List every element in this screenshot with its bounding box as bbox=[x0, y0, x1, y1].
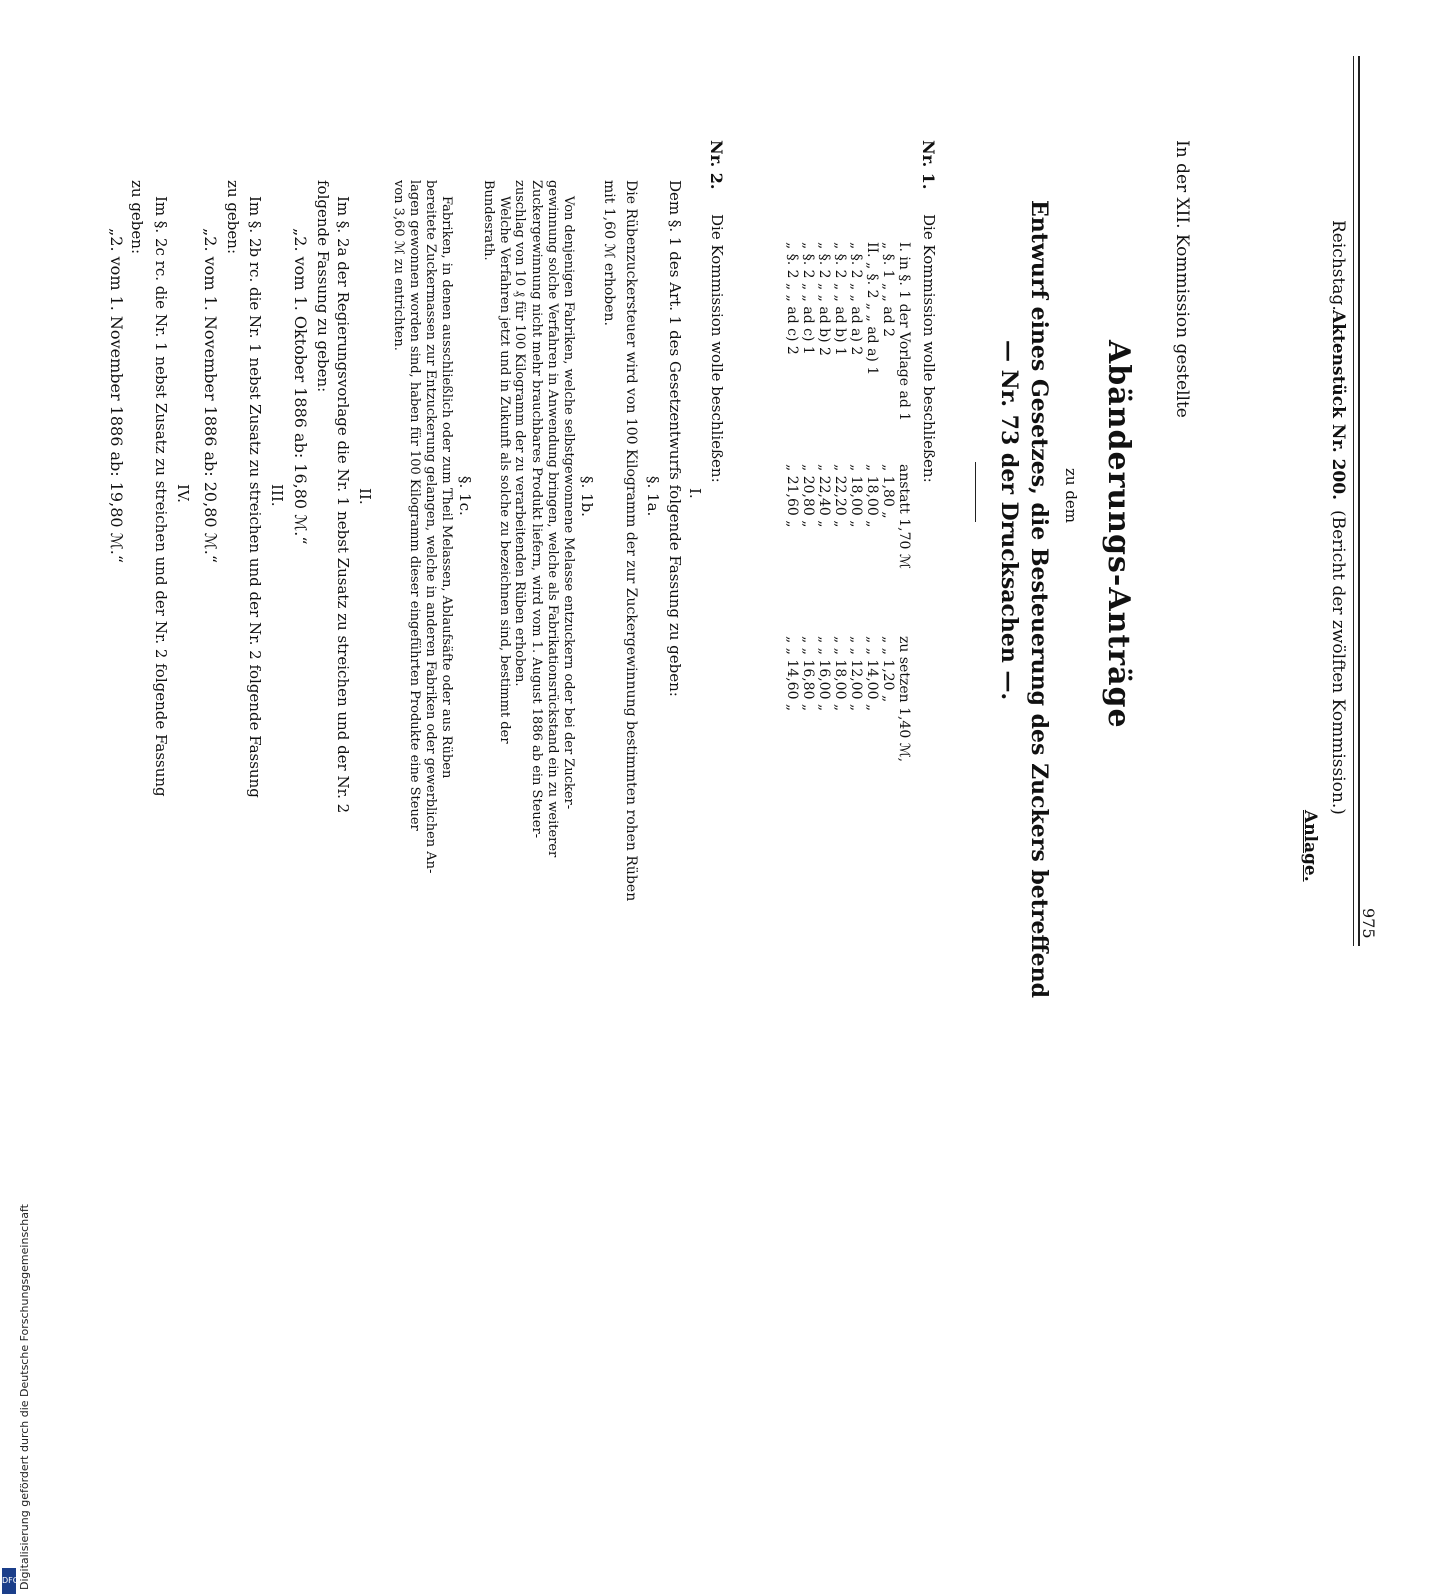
intro-line: In der XII. Kommission gestellte bbox=[1172, 140, 1192, 418]
table-row bbox=[880, 236, 896, 768]
s1a-text: Die Rübenzuckersteuer wird von 100 Kilogramm der zur Zuckergewinnung bestimmten rohen Rüben mit 1,60 ℳ erhoben. bbox=[601, 180, 639, 902]
row-col2: anstatt 1,70 ℳ bbox=[896, 464, 912, 569]
row-col1: „ §. 1 „ „ ad 2 bbox=[880, 242, 896, 338]
s1b-line-3: Zuckergewinnung nicht mehr brauchbares Produkt liefern, wird vom 1. August 1886 ab ein Steuer- bbox=[529, 180, 544, 839]
nr2-text: Die Kommission wolle beschließen: bbox=[708, 214, 726, 483]
header-left: Reichstag. bbox=[1328, 220, 1348, 311]
row-col2: „ 1,80 „ bbox=[880, 464, 896, 519]
funding-note: Digitalisierung gefördert durch die Deutsche Forschungsgemeinschaft bbox=[18, 1204, 31, 1590]
part-IV-heading: IV. bbox=[174, 484, 192, 503]
s1b-line-4: zuschlag von 10 ₰ für 100 Kilogramm der zu verarbeitenden Rüben erhoben. bbox=[512, 180, 527, 687]
subtitle-2: — Nr. 73 der Drucksachen —. bbox=[996, 340, 1022, 701]
part-III-line-2: zu geben: bbox=[224, 180, 242, 255]
s1b-line-2: gewinnung solche Verfahren in Anwendung bringen, welche als Fabrikationsrückstand ein zu weiterer bbox=[545, 180, 560, 858]
document-title: Abänderungs-Anträge bbox=[1101, 340, 1136, 729]
row-col2: „ 21,60 „ bbox=[784, 464, 800, 528]
table-row bbox=[784, 236, 800, 768]
header-center-sub: (Bericht der zwölften Kommission.) bbox=[1328, 510, 1348, 815]
part-III-heading: III. bbox=[268, 484, 286, 507]
row-col2: „ 18,00 „ bbox=[848, 464, 864, 528]
zu-dem: zu dem bbox=[1062, 468, 1080, 524]
anlage-label: Anlage. bbox=[1300, 810, 1320, 882]
table-row bbox=[848, 236, 864, 768]
table-row bbox=[896, 236, 912, 768]
page-number: 975 bbox=[1359, 908, 1378, 939]
s1c-line-3: lagen gewonnen worden sind, haben für 100 Kilogramm dieser eingeführten Produkte eine Steuer bbox=[407, 180, 422, 831]
part-II-heading: II. bbox=[356, 488, 374, 505]
row-col1: I. in §. 1 der Vorlage ad 1 bbox=[896, 242, 912, 422]
header-rule-bottom bbox=[1353, 56, 1354, 946]
s1c-line-2: bereitete Zuckermassen zur Entzuckerung gelangen, welche in anderen Fabriken oder gewerblichen An- bbox=[423, 180, 438, 874]
row-col3: „ „ 14,60 „ bbox=[784, 636, 800, 712]
table-row bbox=[816, 236, 832, 768]
s1a-heading: §. 1a. bbox=[644, 476, 662, 517]
row-col2: „ 22,40 „ bbox=[816, 464, 832, 528]
header-rule-top bbox=[1358, 56, 1360, 946]
row-col1: „ §. 2 „ „ ad b) 2 bbox=[816, 242, 832, 356]
s1c-heading: §. 1c. bbox=[456, 476, 474, 516]
row-col1: „ §. 2 „ „ ad c) 1 bbox=[800, 242, 816, 355]
row-col3: „ „ 1,20 „ bbox=[880, 636, 896, 703]
part-II-line-1: Im §. 2a der Regierungsvorlage die Nr. 1 nebst Zusatz zu streichen und der Nr. 2 bbox=[334, 196, 352, 814]
row-col3: zu setzen 1,40 ℳ, bbox=[896, 636, 912, 763]
s1c-line-4: von 3,60 ℳ zu entrichten. bbox=[391, 180, 406, 351]
row-col3: „ „ 12,00 „ bbox=[848, 636, 864, 712]
s1b-heading: §. 1b. bbox=[578, 476, 596, 517]
s1b-line-6: Bundesrath. bbox=[481, 180, 496, 261]
nr1-label: Nr. 1. bbox=[919, 140, 938, 190]
part-IV-line-1: Im §. 2c rc. die Nr. 1 nebst Zusatz zu streichen und der Nr. 2 folgende Fassung bbox=[152, 196, 170, 797]
part-III-quote: „2. vom 1. November 1886 ab: 20,80 ℳ.“ bbox=[201, 228, 220, 564]
nr1-rate-table bbox=[784, 236, 912, 768]
row-col3: „ „ 16,80 „ bbox=[800, 636, 816, 712]
table-row bbox=[864, 236, 880, 768]
part-I-heading: I. bbox=[686, 488, 704, 499]
s1c-line-1: Fabriken, in denen ausschließlich oder zum Theil Melassen, Ablaufsäfte oder aus Rüben bbox=[439, 196, 454, 779]
row-col1: „ §. 2 „ „ ad c) 2 bbox=[784, 242, 800, 355]
row-col2: „ 22,20 „ bbox=[832, 464, 848, 528]
table-row bbox=[800, 236, 816, 768]
subtitle-1: Entwurf eines Gesetzes, die Besteuerung des Zuckers betreffend bbox=[1026, 200, 1052, 998]
row-col3: „ „ 18,00 „ bbox=[832, 636, 848, 712]
part-III-line-1: Im §. 2b rc. die Nr. 1 nebst Zusatz zu streichen und der Nr. 2 folgende Fassung bbox=[246, 196, 264, 798]
nr1-table bbox=[784, 236, 912, 768]
row-col3: „ „ 14,00 „ bbox=[864, 636, 880, 712]
nr2-label: Nr. 2. bbox=[707, 140, 726, 190]
row-col3: „ „ 16,00 „ bbox=[816, 636, 832, 712]
title-divider bbox=[975, 462, 976, 522]
row-col1: II. „ §. 2 „ „ ad a) 1 bbox=[864, 242, 880, 376]
s1b-line-5: Welche Verfahren jetzt und in Zukunft als solche zu bezeichnen sind, bestimmt der bbox=[497, 196, 512, 744]
part-II-line-2: folgende Fassung zu geben: bbox=[314, 180, 332, 393]
row-col2: „ 18,00 „ bbox=[864, 464, 880, 528]
table-row bbox=[832, 236, 848, 768]
row-col1: „ §. 2 „ „ ad b) 1 bbox=[832, 242, 848, 356]
header-center: Aktenstück Nr. 200. bbox=[1328, 310, 1348, 501]
s1b-line-1: Von denjenigen Fabriken, welche selbstgewonnene Melasse entzuckern oder bei der Zucker- bbox=[561, 196, 576, 810]
nr1-text: Die Kommission wolle beschließen: bbox=[920, 214, 938, 483]
part-IV-line-2: zu geben: bbox=[128, 180, 146, 255]
part-IV-quote: „2. vom 1. November 1886 ab: 19,80 ℳ.“ bbox=[107, 228, 126, 564]
part-II-quote: „2. vom 1. Oktober 1886 ab: 16,80 ℳ.“ bbox=[291, 228, 310, 545]
row-col1: „ §. 2 „ „ ad a) 2 bbox=[848, 242, 864, 356]
part-I-text: Dem §. 1 des Art. 1 des Gesetzentwurfs folgende Fassung zu geben: bbox=[666, 180, 684, 697]
dfg-logo: DFG bbox=[2, 1568, 16, 1594]
row-col2: „ 20,80 „ bbox=[800, 464, 816, 528]
